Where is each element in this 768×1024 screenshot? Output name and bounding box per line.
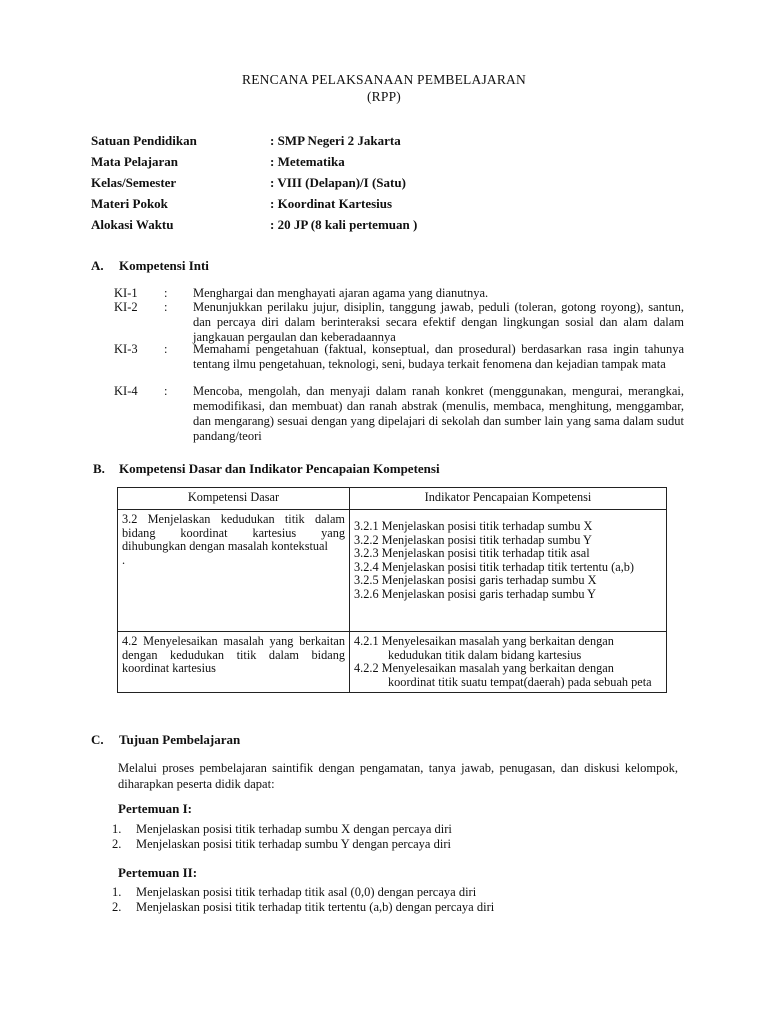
ki-colon: : <box>164 300 168 314</box>
identity-label: Kelas/Semester <box>91 175 177 190</box>
ki-colon: : <box>164 342 168 356</box>
identity-value: : Metematika <box>270 154 345 169</box>
list-number: 2. <box>112 900 122 914</box>
table-header-kd: Kompetensi Dasar <box>118 488 350 510</box>
table-header-indicator: Indikator Pencapaian Kompetensi <box>350 488 667 510</box>
indicator-item: 4.2.2 Menyelesaikan masalah yang berkaitan dengan koordinat titik suatu tempat(daerah) pada sebuah peta <box>354 661 652 689</box>
ki-code: KI-4 <box>114 384 138 398</box>
identity-label: Satuan Pendidikan <box>91 133 197 148</box>
kd-text: 3.2 Menjelaskan kedudukan titik dalam bidang koordinat kartesius yang dihubungkan dengan masalah kontekstual <box>122 512 345 554</box>
list-item <box>112 822 452 837</box>
section-letter: C. <box>91 732 104 747</box>
section-title: Tujuan Pembelajaran <box>119 732 241 747</box>
kd-extra: . <box>122 552 126 567</box>
ki-colon: : <box>164 286 168 300</box>
list-text: Menjelaskan posisi titik terhadap sumbu Y dengan percaya diri <box>136 837 451 851</box>
identity-label: Alokasi Waktu <box>91 217 174 232</box>
table-header-row <box>118 488 667 510</box>
indicator-item: 3.2.5 Menjelaskan posisi garis terhadap sumbu X <box>354 573 597 588</box>
list-item <box>112 900 494 915</box>
ki-colon: : <box>164 384 168 398</box>
identity-value: : Koordinat Kartesius <box>270 196 393 211</box>
table-row <box>118 632 667 693</box>
document-subtitle: (RPP) <box>366 89 401 104</box>
list-text: Menjelaskan posisi titik terhadap sumbu X dengan percaya diri <box>136 822 452 836</box>
indicator-item: 3.2.3 Menjelaskan posisi titik terhadap titik asal <box>354 546 590 561</box>
identity-value: : VIII (Delapan)/I (Satu) <box>270 175 406 190</box>
kd-text: 4.2 Menyelesaikan masalah yang berkaitan dengan kedudukan titik dalam bidang koordinat kartesius <box>122 634 345 676</box>
ki-code: KI-1 <box>114 286 138 300</box>
objectives-intro: Melalui proses pembelajaran saintifik dengan pengamatan, tanya jawab, penugasan, dan diskusi kelompok, diharapkan peserta didik dapat: <box>118 761 678 791</box>
indicator-cell <box>350 632 667 693</box>
list-number: 1. <box>112 822 122 836</box>
identity-label: Mata Pelajaran <box>91 154 179 169</box>
meeting-1-title: Pertemuan I: <box>118 801 193 816</box>
section-b-heading <box>93 461 440 477</box>
list-number: 1. <box>112 885 122 899</box>
indicator-item: 4.2.1 Menyelesaikan masalah yang berkaitan dengan kedudukan titik dalam bidang kartesius <box>354 634 614 662</box>
ki-code: KI-3 <box>114 342 138 356</box>
indicator-cell <box>350 510 667 632</box>
ki-text: Memahami pengetahuan (faktual, konseptual, dan prosedural) berdasarkan rasa ingin tahunya tentang ilmu pengetahuan, teknologi, seni, budaya terkait fenomena dan kejadian tampak mata <box>193 342 684 371</box>
indicator-item: 3.2.4 Menjelaskan posisi titik terhadap titik tertentu (a,b) <box>354 559 635 574</box>
indicator-item: 3.2.1 Menjelaskan posisi titik terhadap sumbu X <box>354 519 593 533</box>
kd-cell <box>118 510 350 632</box>
indicator-item: 3.2.2 Menjelaskan posisi titik terhadap sumbu Y <box>354 532 592 547</box>
competency-table <box>117 487 667 693</box>
indicator-item: 3.2.6 Menjelaskan posisi garis terhadap sumbu Y <box>354 586 597 601</box>
document-title: RENCANA PELAKSANAAN PEMBELAJARAN <box>242 72 526 87</box>
list-number: 2. <box>112 837 122 851</box>
meeting-2-title: Pertemuan II: <box>118 865 198 880</box>
identity-value: : SMP Negeri 2 Jakarta <box>270 133 401 148</box>
section-title: Kompetensi Dasar dan Indikator Pencapaian Kompetensi <box>119 461 440 476</box>
section-c-heading <box>91 732 240 748</box>
list-text: Menjelaskan posisi titik terhadap titik asal (0,0) dengan percaya diri <box>136 885 477 899</box>
kd-cell <box>118 632 350 693</box>
ki-text: Menghargai dan menghayati ajaran agama yang dianutnya. <box>193 286 489 300</box>
list-item <box>112 885 476 900</box>
list-text: Menjelaskan posisi titik terhadap titik tertentu (a,b) dengan percaya diri <box>136 900 495 914</box>
ki-code: KI-2 <box>114 300 138 314</box>
section-a-heading <box>91 258 209 274</box>
list-item <box>112 837 451 852</box>
indicator-list <box>354 520 662 602</box>
ki-text: Menunjukkan perilaku jujur, disiplin, tanggung jawab, peduli (toleran, gotong royong), santun, dan percaya diri dalam berinteraksi secara efektif dengan lingkungan sosial dan alam dalam jangkauan pergaulan dan keberadaannya <box>193 300 684 344</box>
identity-value: : 20 JP (8 kali pertemuan ) <box>270 217 418 232</box>
section-title: Kompetensi Inti <box>119 258 209 273</box>
ki-text: Mencoba, mengolah, dan menyaji dalam ranah konkret (menggunakan, mengurai, merangkai, memodifikasi, dan membuat) dan ranah abstrak (menulis, membaca, menghitung, menggambar, dan mengarang) sesuai dengan yang dipelajari di sekolah dan sumber lain yang sama dalam sudut pandang/teori <box>193 384 684 443</box>
identity-label: Materi Pokok <box>91 196 168 211</box>
section-letter: B. <box>93 461 105 476</box>
table-row <box>118 510 667 632</box>
section-letter: A. <box>91 258 104 273</box>
